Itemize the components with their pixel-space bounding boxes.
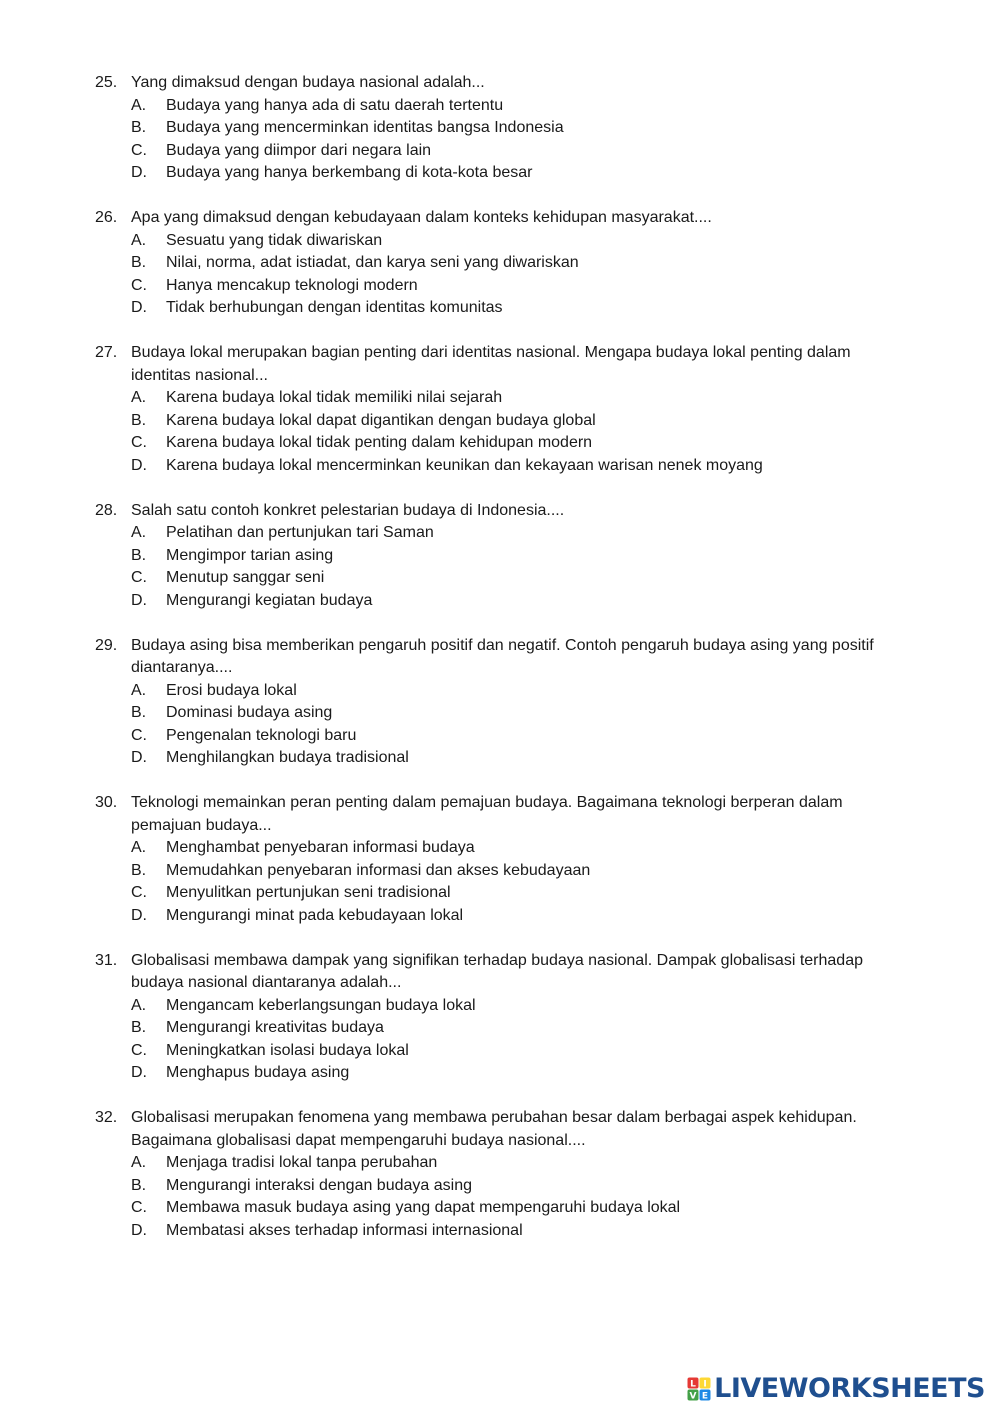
question-number: 26. bbox=[95, 209, 118, 226]
question-text: Apa yang dimaksud dengan kebudayaan dalam konteks kehidupan masyarakat.... bbox=[131, 209, 712, 226]
option-text: Membatasi akses terhadap informasi internasional bbox=[166, 1221, 523, 1239]
option-text: Tidak berhubungan dengan identitas komunitas bbox=[166, 299, 503, 316]
answer-option[interactable] bbox=[0, 297, 999, 320]
answer-option[interactable] bbox=[0, 1040, 999, 1063]
option-letter: A. bbox=[131, 96, 147, 114]
option-letter: A. bbox=[131, 389, 147, 406]
liveworksheets-logo-icon bbox=[687, 1377, 711, 1401]
question-block bbox=[0, 1107, 999, 1242]
question-text: Teknologi memainkan peran penting dalam pemajuan budaya. Bagaimana teknologi berperan dalam pemajuan budaya... bbox=[131, 794, 843, 834]
option-text: Pengenalan teknologi baru bbox=[166, 726, 357, 744]
option-letter: D. bbox=[131, 299, 147, 316]
option-text: Menghapus budaya asing bbox=[166, 1064, 350, 1081]
answer-option[interactable] bbox=[0, 1220, 999, 1243]
question-number: 31. bbox=[95, 951, 118, 969]
worksheet bbox=[0, 72, 999, 1265]
option-text: Budaya yang mencerminkan identitas bangsa Indonesia bbox=[166, 119, 564, 136]
answer-option[interactable] bbox=[0, 545, 999, 568]
answer-option[interactable] bbox=[0, 387, 999, 410]
option-letter: D. bbox=[131, 906, 147, 924]
option-letter: A. bbox=[131, 231, 147, 249]
question-text: Yang dimaksud dengan budaya nasional adalah... bbox=[131, 74, 485, 91]
option-letter: A. bbox=[131, 681, 147, 699]
logo-tile-letter: V bbox=[689, 1391, 697, 1401]
option-text: Mengurangi interaksi dengan budaya asing bbox=[166, 1176, 472, 1194]
answer-option[interactable] bbox=[0, 522, 999, 545]
answer-option[interactable] bbox=[0, 275, 999, 298]
option-letter: B. bbox=[131, 861, 147, 879]
answer-option[interactable] bbox=[0, 590, 999, 613]
question-stem bbox=[0, 342, 999, 387]
option-text: Menghilangkan budaya tradisional bbox=[166, 749, 409, 766]
question-block bbox=[0, 72, 999, 185]
option-text: Membawa masuk budaya asing yang dapat mempengaruhi budaya lokal bbox=[166, 1199, 681, 1216]
option-text: Mengancam keberlangsungan budaya lokal bbox=[166, 996, 476, 1014]
question-block bbox=[0, 207, 999, 320]
answer-option[interactable] bbox=[0, 1197, 999, 1220]
question-number: 29. bbox=[95, 636, 118, 654]
option-text: Karena budaya lokal mencerminkan keunikan dan kekayaan warisan nenek moyang bbox=[166, 456, 763, 474]
option-letter: C. bbox=[131, 141, 147, 159]
option-letter: A. bbox=[131, 524, 147, 541]
question-stem bbox=[0, 635, 999, 680]
answer-option[interactable] bbox=[0, 455, 999, 478]
option-letter: B. bbox=[131, 254, 147, 271]
option-text: Karena budaya lokal dapat digantikan dengan budaya global bbox=[166, 411, 596, 429]
answer-option[interactable] bbox=[0, 1152, 999, 1175]
question-text: Budaya asing bisa memberikan pengaruh positif dan negatif. Contoh pengaruh budaya asing yang positif diantaranya.... bbox=[131, 636, 874, 676]
logo-tile-letter: L bbox=[690, 1379, 697, 1390]
question-stem bbox=[0, 950, 999, 995]
option-letter: B. bbox=[131, 119, 147, 136]
question-stem bbox=[0, 1107, 999, 1152]
option-letter: C. bbox=[131, 884, 147, 901]
option-text: Memudahkan penyebaran informasi dan akses kebudayaan bbox=[166, 861, 591, 879]
option-letter: B. bbox=[131, 1019, 147, 1036]
answer-option[interactable] bbox=[0, 230, 999, 253]
question-block bbox=[0, 950, 999, 1085]
option-text: Nilai, norma, adat istiadat, dan karya seni yang diwariskan bbox=[166, 254, 579, 271]
option-text: Dominasi budaya asing bbox=[166, 704, 333, 721]
answer-option[interactable] bbox=[0, 162, 999, 185]
answer-option[interactable] bbox=[0, 1017, 999, 1040]
question-number: 30. bbox=[95, 794, 118, 811]
question-block bbox=[0, 500, 999, 613]
answer-option[interactable] bbox=[0, 837, 999, 860]
option-text: Hanya mencakup teknologi modern bbox=[166, 276, 418, 294]
option-letter: B. bbox=[131, 704, 147, 721]
option-text: Budaya yang diimpor dari negara lain bbox=[166, 141, 432, 159]
option-letter: C. bbox=[131, 434, 147, 451]
answer-option[interactable] bbox=[0, 905, 999, 928]
answer-option[interactable] bbox=[0, 567, 999, 590]
option-letter: C. bbox=[131, 1199, 147, 1216]
option-text: Pelatihan dan pertunjukan tari Saman bbox=[166, 524, 434, 541]
option-text: Erosi budaya lokal bbox=[166, 681, 297, 699]
option-text: Karena budaya lokal tidak memiliki nilai sejarah bbox=[166, 389, 503, 406]
option-letter: D. bbox=[131, 749, 147, 766]
logo-tile-letter: E bbox=[702, 1391, 709, 1401]
question-text: Salah satu contoh konkret pelestarian budaya di Indonesia.... bbox=[131, 501, 565, 519]
answer-option[interactable] bbox=[0, 702, 999, 725]
option-text: Karena budaya lokal tidak penting dalam kehidupan modern bbox=[166, 434, 593, 451]
question-stem bbox=[0, 792, 999, 837]
option-letter: B. bbox=[131, 1176, 147, 1194]
answer-option[interactable] bbox=[0, 680, 999, 703]
option-text: Mengurangi kreativitas budaya bbox=[166, 1019, 384, 1036]
answer-option[interactable] bbox=[0, 95, 999, 118]
option-letter: C. bbox=[131, 1041, 147, 1059]
question-number: 27. bbox=[95, 344, 118, 361]
option-letter: A. bbox=[131, 839, 147, 856]
option-letter: C. bbox=[131, 726, 147, 744]
question-text: Globalisasi merupakan fenomena yang membawa perubahan besar dalam berbagai aspek kehidupan. Bagaimana globalisasi dapat mempengaruhi budaya nasional.... bbox=[131, 1109, 857, 1149]
answer-option[interactable] bbox=[0, 882, 999, 905]
question-block bbox=[0, 635, 999, 770]
question-block bbox=[0, 342, 999, 477]
option-text: Meningkatkan isolasi budaya lokal bbox=[166, 1041, 409, 1059]
liveworksheets-brand[interactable] bbox=[687, 1373, 985, 1405]
question-text: Globalisasi membawa dampak yang signifikan terhadap budaya nasional. Dampak globalisasi terhadap budaya nasional diantaranya adalah... bbox=[131, 951, 863, 991]
option-text: Mengimpor tarian asing bbox=[166, 546, 334, 564]
answer-option[interactable] bbox=[0, 1175, 999, 1198]
option-text: Menutup sanggar seni bbox=[166, 569, 325, 586]
option-letter: A. bbox=[131, 996, 147, 1014]
option-letter: D. bbox=[131, 164, 147, 181]
answer-option[interactable] bbox=[0, 860, 999, 883]
option-text: Menyulitkan pertunjukan seni tradisional bbox=[166, 884, 451, 901]
question-stem bbox=[0, 207, 999, 230]
question-stem bbox=[0, 500, 999, 523]
answer-option[interactable] bbox=[0, 725, 999, 748]
option-text: Mengurangi kegiatan budaya bbox=[166, 591, 373, 609]
answer-option[interactable] bbox=[0, 432, 999, 455]
question-number: 28. bbox=[95, 501, 118, 519]
option-letter: C. bbox=[131, 569, 147, 586]
answer-option[interactable] bbox=[0, 1062, 999, 1085]
option-letter: D. bbox=[131, 1064, 147, 1081]
option-text: Menjaga tradisi lokal tanpa perubahan bbox=[166, 1154, 438, 1171]
brand-name: LIVEWORKSHEETS bbox=[714, 1373, 985, 1404]
answer-option[interactable] bbox=[0, 117, 999, 140]
option-letter: D. bbox=[131, 456, 147, 474]
option-text: Budaya yang hanya ada di satu daerah tertentu bbox=[166, 96, 504, 114]
option-text: Budaya yang hanya berkembang di kota-kota besar bbox=[166, 164, 533, 181]
option-text: Menghambat penyebaran informasi budaya bbox=[166, 839, 475, 856]
question-text: Budaya lokal merupakan bagian penting dari identitas nasional. Mengapa budaya lokal penting dalam identitas nasional... bbox=[131, 344, 851, 384]
option-text: Sesuatu yang tidak diwariskan bbox=[166, 231, 383, 249]
question-number: 25. bbox=[95, 74, 118, 91]
answer-option[interactable] bbox=[0, 747, 999, 770]
answer-option[interactable] bbox=[0, 252, 999, 275]
question-number: 32. bbox=[95, 1109, 118, 1126]
option-letter: A. bbox=[131, 1154, 147, 1171]
logo-tile-letter: I bbox=[703, 1379, 707, 1390]
option-letter: B. bbox=[131, 546, 147, 564]
answer-option[interactable] bbox=[0, 140, 999, 163]
answer-option[interactable] bbox=[0, 410, 999, 433]
option-text: Mengurangi minat pada kebudayaan lokal bbox=[166, 906, 464, 924]
option-letter: B. bbox=[131, 411, 147, 429]
question-block bbox=[0, 792, 999, 927]
option-letter: D. bbox=[131, 591, 147, 609]
option-letter: D. bbox=[131, 1221, 147, 1239]
question-stem bbox=[0, 72, 999, 95]
option-letter: C. bbox=[131, 276, 147, 294]
answer-option[interactable] bbox=[0, 995, 999, 1018]
